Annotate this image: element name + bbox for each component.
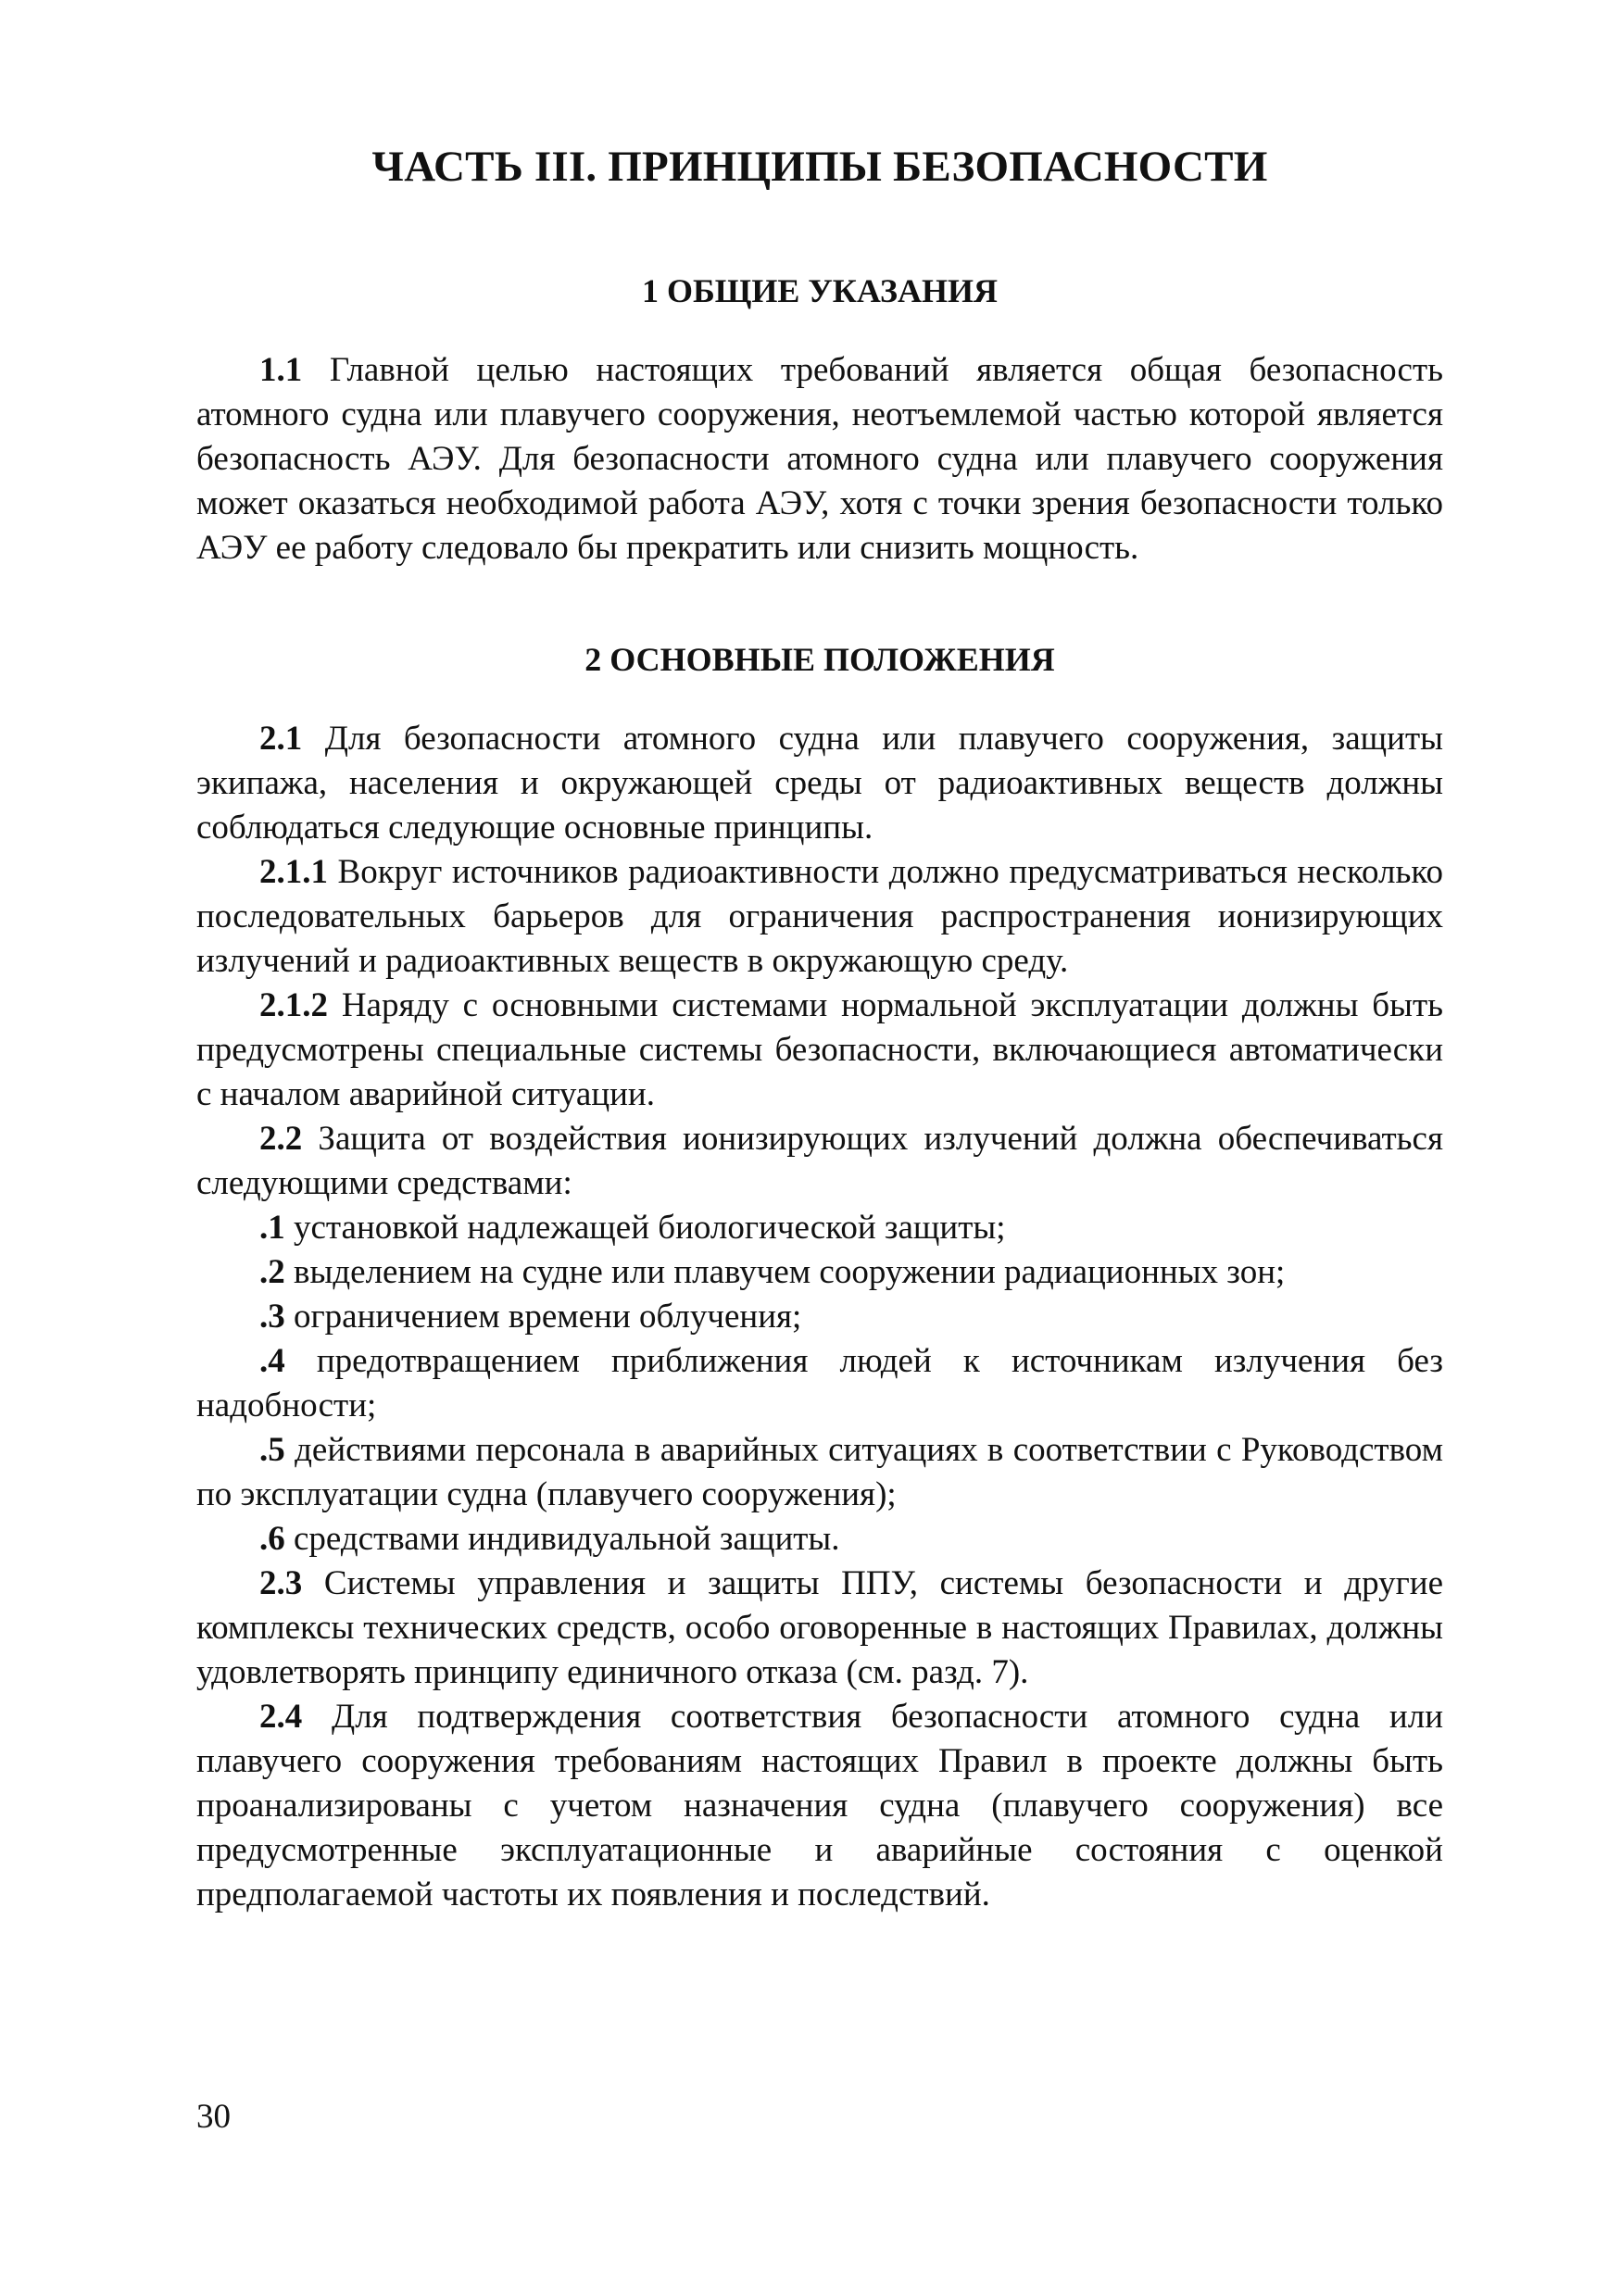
section-general (196, 269, 1443, 571)
paragraph-text: Системы управления и защиты ППУ, системы безопасности и другие комплексы технических средств, особо оговоренные в настоящих Правилах, должны удовлетворять принципу единичного отказа (см. разд. 7). (196, 1564, 1443, 1691)
paragraph-1-1 (196, 348, 1443, 571)
list-item-number: .5 (259, 1431, 285, 1469)
section-heading: 2 ОСНОВНЫЕ ПОЛОЖЕНИЯ (584, 641, 1055, 678)
paragraph-text: Для подтверждения соответствия безопасности атомного судна или плавучего сооружения требованиям настоящих Правил в проекте должны быть проанализированы с учетом назначения судна (плавучего сооружения) все предусмотренные эксплуатационные и аварийные состояния с оценкой предполагаемой частоты их появления и последствий. (196, 1698, 1443, 1913)
list-item-6 (196, 1517, 1443, 1562)
list-item-number: .4 (259, 1342, 285, 1380)
list-item-number: .1 (259, 1209, 285, 1247)
section-heading: 1 ОБЩИЕ УКАЗАНИЯ (642, 272, 998, 309)
paragraph-2-2 (196, 1117, 1443, 1206)
list-item-text: ограничением времени облучения; (284, 1298, 802, 1336)
paragraph-2-1-1 (196, 850, 1443, 984)
part-title: ЧАСТЬ III. ПРИНЦИПЫ БЕЗОПАСНОСТИ (371, 143, 1268, 191)
list-item-number: .3 (259, 1298, 285, 1336)
list-item-text: действиями персонала в аварийных ситуациях в соответствии с Руководством по эксплуатации судна (плавучего сооружения); (196, 1431, 1443, 1513)
paragraph-2-3 (196, 1562, 1443, 1695)
list-item-number: .6 (259, 1520, 285, 1558)
paragraph-2-4 (196, 1695, 1443, 1917)
paragraph-number: 2.1.1 (259, 853, 328, 891)
paragraph-number: 2.2 (259, 1120, 303, 1158)
list-item-text: предотвращением приближения людей к источникам излучения без надобности; (196, 1342, 1443, 1424)
list-item-2 (196, 1250, 1443, 1295)
paragraph-number: 1.1 (259, 351, 303, 389)
list-item-1 (196, 1206, 1443, 1250)
paragraph-2-1 (196, 717, 1443, 850)
paragraph-number: 2.3 (259, 1564, 303, 1602)
paragraph-text: Вокруг источников радиоактивности должно предусматриваться несколько последовательных барьеров для ограничения распространения ионизирующих излучений и радиоактивных веществ в окружающую среду. (196, 853, 1443, 980)
list-item-4 (196, 1339, 1443, 1428)
paragraph-number: 2.4 (259, 1698, 303, 1736)
paragraph-2-1-2 (196, 984, 1443, 1117)
paragraph-number: 2.1.2 (259, 986, 328, 1024)
list-item-number: .2 (259, 1253, 285, 1291)
list-item-text: выделением на судне или плавучем сооружении радиационных зон; (284, 1253, 1286, 1291)
paragraph-text: Главной целью настоящих требований является общая безопасность атомного судна или плавучего сооружения, неотъемлемой частью которой является безопасность АЭУ. Для безопасности атомного судна или плавучего сооружения может оказаться необходимой работа АЭУ, хотя с точки зрения безопасности только АЭУ ее работу следовало бы прекратить или снизить мощность. (196, 351, 1443, 567)
paragraph-text: Защита от воздействия ионизирующих излучений должна обеспечиваться следующими средствами: (196, 1120, 1443, 1202)
list-item-5 (196, 1428, 1443, 1517)
paragraph-text: Наряду с основными системами нормальной эксплуатации должны быть предусмотрены специальные системы безопасности, включающиеся автоматически с началом аварийной ситуации. (196, 986, 1443, 1113)
section-basic-provisions (196, 637, 1443, 1917)
paragraph-text: Для безопасности атомного судна или плавучего сооружения, защиты экипажа, населения и окружающей среды от радиоактивных веществ должны соблюдаться следующие основные принципы. (196, 720, 1443, 847)
page-number: 30 (196, 2098, 231, 2136)
paragraph-number: 2.1 (259, 720, 303, 758)
page-content (196, 139, 1443, 1917)
list-item-text: средствами индивидуальной защиты. (284, 1520, 840, 1558)
list-item-text: установкой надлежащей биологической защиты; (284, 1209, 1006, 1247)
list-item-3 (196, 1295, 1443, 1339)
